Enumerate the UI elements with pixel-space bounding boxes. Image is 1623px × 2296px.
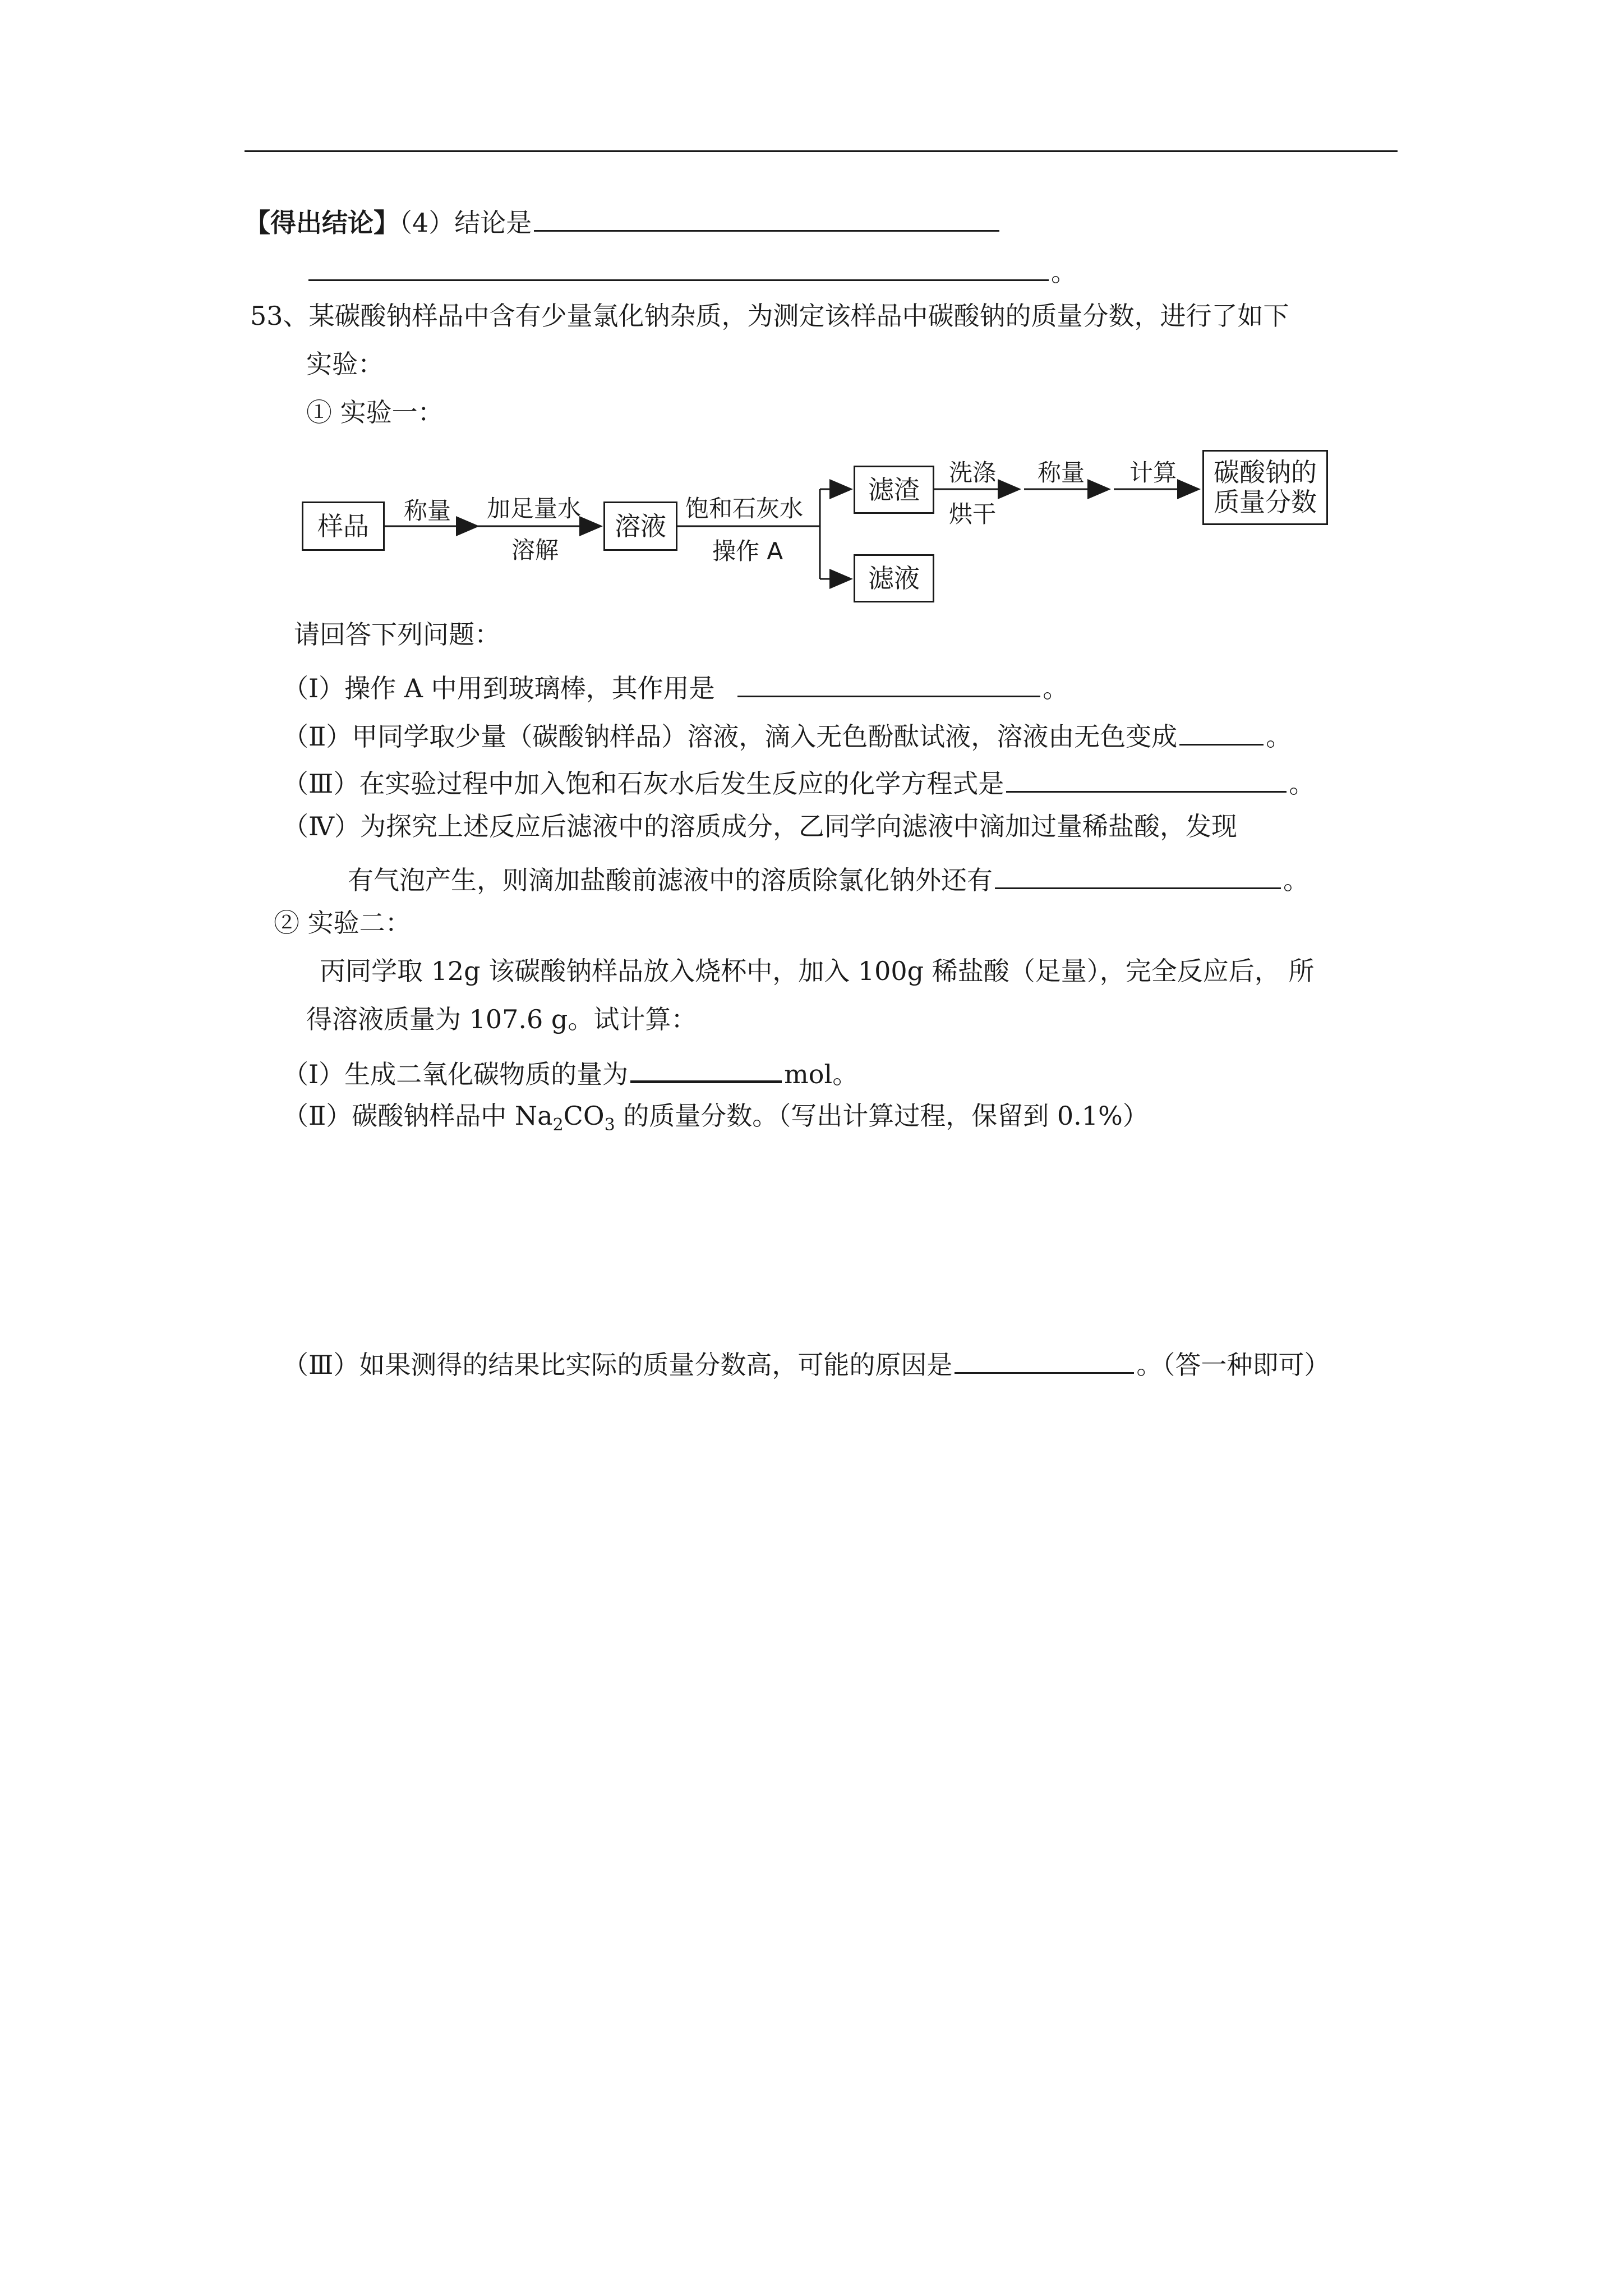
q4-end: 。 <box>1283 865 1309 895</box>
experiment-2-line-1: 丙同学取 12g 该碳酸钠样品放入烧杯中，加入 100g 稀盐酸（足量），完全反应后， 所 <box>320 956 1315 986</box>
e2-pre: （Ⅱ）碳酸钠样品中 Na <box>283 1101 553 1131</box>
flow-label-wash: 洗涤 <box>949 459 997 486</box>
q4-line-1: （Ⅳ）为探究上述反应后滤液中的溶质成分，乙同学向滤液中滴加过量稀盐酸，发现 <box>283 811 1237 841</box>
e1-line <box>283 1055 858 1087</box>
conclusion-end: 。 <box>1051 257 1077 287</box>
flow-result-line-1: 碳酸钠的 <box>1214 457 1317 488</box>
flow-box-solution: 溶液 <box>603 501 677 551</box>
flow-label-limewater: 饱和石灰水 <box>685 495 804 522</box>
q3-line <box>283 765 1315 797</box>
e3-text: （Ⅲ）如果测得的结果比实际的质量分数高，可能的原因是 <box>283 1350 953 1380</box>
e3-blank[interactable] <box>955 1346 1134 1374</box>
conclusion-text: （4）结论是 <box>399 208 532 238</box>
q4-text: 有气泡产生，则滴加盐酸前滤液中的溶质除氯化钠外还有 <box>348 865 993 895</box>
flow-label-operation-a: 操作 A <box>712 537 783 565</box>
flow-label-dry: 烘干 <box>949 500 997 528</box>
q3-end: 。 <box>1289 769 1315 799</box>
flow-label-weigh-1: 称量 <box>404 497 451 524</box>
flow-label-add-water: 加足量水 <box>487 495 582 522</box>
q2-blank[interactable] <box>1179 718 1264 746</box>
experiment-1-title: ① 实验一： <box>306 397 444 427</box>
q4-line-2 <box>348 862 1309 893</box>
flow-result-line-2: 质量分数 <box>1214 487 1317 517</box>
q2-end: 。 <box>1266 721 1292 752</box>
q4-blank[interactable] <box>995 862 1281 889</box>
e3-line <box>283 1346 1330 1378</box>
q1-text: （Ⅰ）操作 A 中用到玻璃棒，其作用是 <box>283 673 715 703</box>
e1-unit: mol。 <box>784 1059 859 1089</box>
q2-text: （Ⅱ）甲同学取少量（碳酸钠样品）溶液，滴入无色酚酞试液，溶液由无色变成 <box>283 721 1178 752</box>
q1-line <box>283 670 1068 701</box>
flow-box-filtrate: 滤液 <box>854 554 934 602</box>
question-intro-line-2: 实验： <box>306 349 384 379</box>
flow-label-dissolve: 溶解 <box>511 536 559 564</box>
e1-blank[interactable] <box>630 1055 782 1083</box>
q1-end: 。 <box>1043 673 1069 703</box>
e2-mid: CO <box>563 1101 605 1131</box>
experiment-2-line-2: 得溶液质量为 107.6 g。试计算： <box>306 1004 697 1034</box>
flow-box-sample: 样品 <box>302 501 385 551</box>
q3-text: （Ⅲ）在实验过程中加入饱和石灰水后发生反应的化学方程式是 <box>283 769 1004 799</box>
conclusion-heading: 【得出结论】 <box>245 208 399 238</box>
flow-label-calculate: 计算 <box>1129 459 1177 486</box>
e2-sub-2: 3 <box>604 1115 615 1135</box>
e3-end: 。（答一种即可） <box>1136 1350 1330 1380</box>
please-answer: 请回答下列问题： <box>294 619 500 650</box>
e2-line <box>283 1101 1149 1135</box>
question-intro-line-1: 53、某碳酸钠样品中含有少量氯化钠杂质，为测定该样品中碳酸钠的质量分数，进行了如下 <box>250 301 1289 331</box>
flow-box-result <box>1202 450 1328 525</box>
flow-arrows <box>0 0 1623 617</box>
e1-text: （Ⅰ）生成二氧化碳物质的量为 <box>283 1059 629 1089</box>
experiment-2-title: ② 实验二： <box>274 908 411 938</box>
q2-line <box>283 718 1292 752</box>
e2-post: 的质量分数。（写出计算过程，保留到 0.1%） <box>615 1101 1149 1131</box>
q3-blank[interactable] <box>1006 765 1287 793</box>
flow-box-residue: 滤渣 <box>854 466 934 514</box>
flow-label-weigh-2: 称量 <box>1038 459 1085 486</box>
q1-blank[interactable] <box>737 670 1040 697</box>
e2-sub-1: 2 <box>552 1115 564 1135</box>
